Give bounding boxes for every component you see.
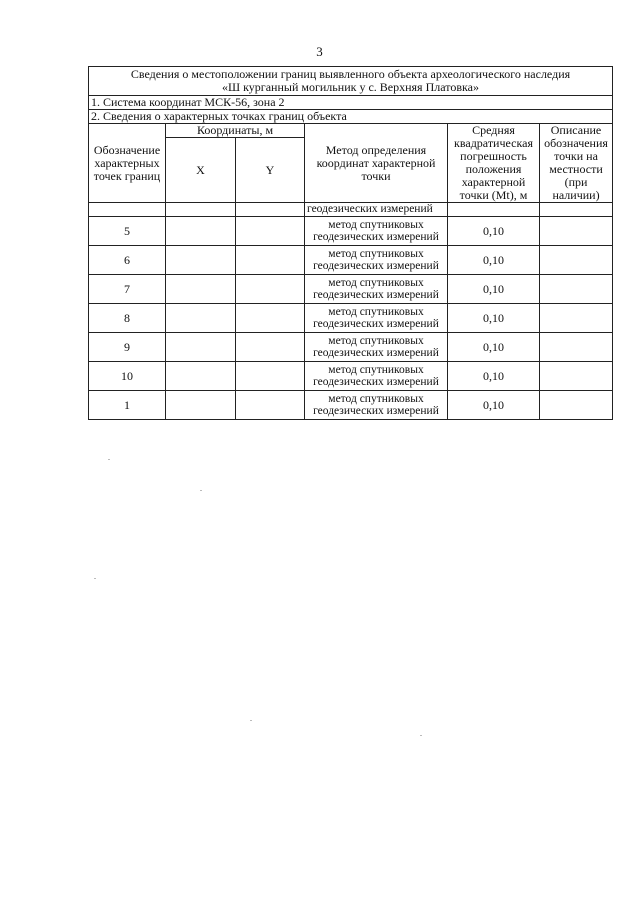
error-cell: 0,10 — [448, 391, 540, 420]
continuation-error-cell — [448, 203, 540, 217]
header-coordinates: Координаты, м — [166, 124, 305, 138]
description-cell — [540, 391, 613, 420]
table-row — [89, 362, 613, 391]
error-cell: 0,10 — [448, 362, 540, 391]
table-row — [89, 246, 613, 275]
table-row — [89, 304, 613, 333]
description-cell — [540, 362, 613, 391]
table-title — [89, 67, 613, 96]
continuation-y-cell — [236, 203, 305, 217]
scan-speck — [250, 720, 252, 721]
error-cell: 0,10 — [448, 246, 540, 275]
table-row — [89, 217, 613, 246]
coordinate-system-section: 1. Система координат МСК-56, зона 2 — [89, 96, 613, 110]
x-cell — [166, 362, 236, 391]
table-title-line1: Сведения о местоположении границ выявленного объекта археологического наследия — [130, 67, 571, 81]
x-cell — [166, 304, 236, 333]
header-description: Описание обозначения точки на местности (при наличии) — [540, 124, 613, 203]
continuation-description-cell — [540, 203, 613, 217]
header-method: Метод определения координат характерной точки — [305, 124, 448, 203]
table-row — [89, 333, 613, 362]
method-cell: метод спутниковых геодезических измерений — [305, 304, 448, 333]
description-cell — [540, 333, 613, 362]
table-row — [89, 275, 613, 304]
error-cell: 0,10 — [448, 333, 540, 362]
point-cell: 5 — [89, 217, 166, 246]
header-point-designation: Обозначение характерных точек границ — [89, 124, 166, 203]
x-cell — [166, 246, 236, 275]
error-cell: 0,10 — [448, 275, 540, 304]
y-cell — [236, 246, 305, 275]
method-cell: метод спутниковых геодезических измерений — [305, 217, 448, 246]
continuation-x-cell — [166, 203, 236, 217]
table-row — [89, 391, 613, 420]
scan-speck — [420, 735, 422, 736]
point-cell: 1 — [89, 391, 166, 420]
x-cell — [166, 391, 236, 420]
method-cell: метод спутниковых геодезических измерений — [305, 362, 448, 391]
y-cell — [236, 304, 305, 333]
x-cell — [166, 333, 236, 362]
boundary-points-table — [88, 66, 613, 420]
x-cell — [166, 217, 236, 246]
scan-speck — [108, 459, 110, 460]
boundary-points-section: 2. Сведения о характерных точках границ объекта — [89, 110, 613, 124]
y-cell — [236, 275, 305, 304]
method-cell: метод спутниковых геодезических измерений — [305, 391, 448, 420]
x-cell — [166, 275, 236, 304]
error-cell: 0,10 — [448, 304, 540, 333]
table-title-line2: «Ш курганный могильник у с. Верхняя Платовка» — [222, 80, 479, 94]
point-cell: 8 — [89, 304, 166, 333]
scan-speck — [200, 490, 202, 491]
point-cell: 10 — [89, 362, 166, 391]
description-cell — [540, 246, 613, 275]
error-cell: 0,10 — [448, 217, 540, 246]
method-cell: метод спутниковых геодезических измерений — [305, 275, 448, 304]
description-cell — [540, 275, 613, 304]
header-rms-error: Средняя квадратическая погрешность положения характерной точки (Mt), м — [448, 124, 540, 203]
continuation-method-cell: геодезических измерений — [305, 203, 448, 217]
point-cell: 7 — [89, 275, 166, 304]
scan-speck — [94, 578, 96, 579]
y-cell — [236, 362, 305, 391]
description-cell — [540, 217, 613, 246]
page-number: 3 — [316, 44, 323, 59]
method-cell: метод спутниковых геодезических измерений — [305, 246, 448, 275]
point-cell: 6 — [89, 246, 166, 275]
header-x: X — [166, 138, 236, 203]
method-cell: метод спутниковых геодезических измерений — [305, 333, 448, 362]
y-cell — [236, 391, 305, 420]
header-y: Y — [236, 138, 305, 203]
y-cell — [236, 333, 305, 362]
description-cell — [540, 304, 613, 333]
point-cell: 9 — [89, 333, 166, 362]
y-cell — [236, 217, 305, 246]
continuation-point-cell — [89, 203, 166, 217]
continuation-row — [89, 203, 613, 217]
